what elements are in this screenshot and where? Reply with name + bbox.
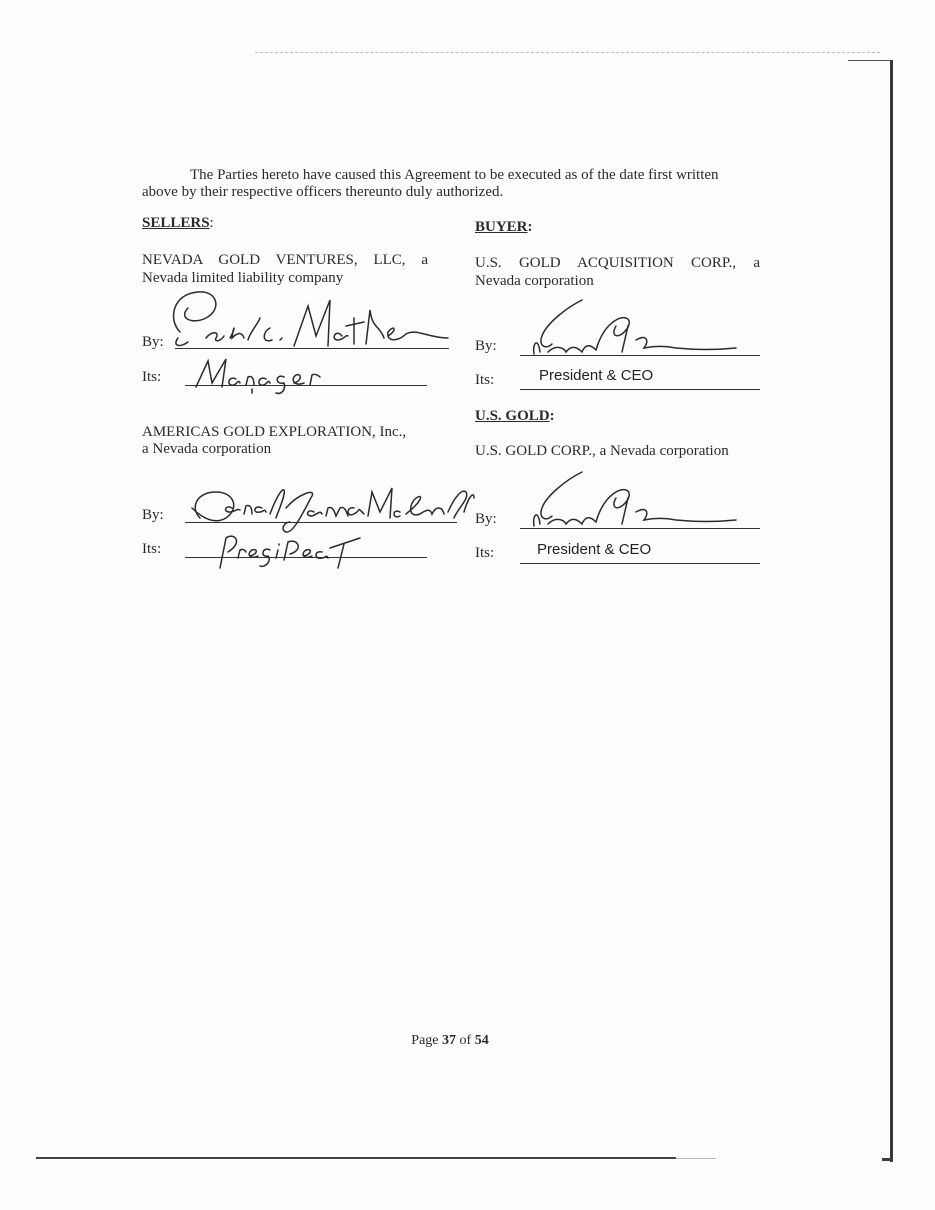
page-total: 54 — [474, 1033, 489, 1048]
buyer-name-line1: U.S. GOLD ACQUISITION CORP., a — [475, 255, 760, 271]
intro-line-1: The Parties hereto have caused this Agreement to be executed as of the date first written — [190, 167, 719, 183]
scan-artifact-right-edge — [890, 60, 893, 1162]
seller1-title-handwritten — [192, 355, 352, 395]
buyer-its-label: Its: — [475, 372, 495, 388]
us-gold-by-label: By: — [475, 511, 497, 527]
seller1-signature — [158, 288, 458, 354]
seller1-its-label: Its: — [142, 369, 162, 385]
buyer-heading-text: BUYER — [475, 219, 528, 235]
intro-line-2: above by their respective officers thereunto duly authorized. — [142, 184, 504, 200]
us-gold-title: President & CEO — [537, 541, 652, 558]
sellers-heading — [142, 215, 214, 232]
seller2-name-line1: AMERICAS GOLD EXPLORATION, Inc., — [142, 424, 407, 440]
buyer-by-label: By: — [475, 338, 497, 354]
scan-artifact-bottom-faint — [676, 1158, 716, 1159]
sellers-heading-colon: : — [209, 215, 214, 231]
buyer-title: President & CEO — [539, 367, 654, 384]
page-of: of — [456, 1033, 475, 1048]
scan-artifact-bottom-edge — [36, 1157, 676, 1159]
seller2-its-label: Its: — [142, 541, 162, 557]
page-prefix: Page — [411, 1033, 443, 1048]
seller2-by-label: By: — [142, 507, 164, 523]
us-gold-title-line — [520, 563, 760, 564]
seller1-by-label: By: — [142, 334, 164, 350]
page-number — [0, 1033, 900, 1049]
us-gold-heading — [475, 408, 555, 425]
seller1-name-line2: Nevada limited liability company — [142, 270, 344, 286]
page-current: 37 — [442, 1033, 457, 1048]
us-gold-heading-colon: : — [549, 408, 555, 424]
scan-artifact-top — [255, 52, 880, 57]
buyer-name-line2: Nevada corporation — [475, 273, 594, 289]
buyer-heading-colon: : — [527, 219, 533, 235]
buyer-title-line — [520, 389, 760, 390]
us-gold-its-label: Its: — [475, 545, 495, 561]
seller2-name-line2: a Nevada corporation — [142, 441, 272, 457]
us-gold-heading-text: U.S. GOLD — [475, 408, 550, 424]
buyer-heading — [475, 219, 533, 236]
intro-paragraph — [142, 167, 752, 201]
scan-artifact-right-tick — [882, 1158, 892, 1161]
scan-artifact-top-right — [848, 60, 890, 61]
buyer-signature — [526, 296, 746, 358]
us-gold-name-line1: U.S. GOLD CORP., a Nevada corporation — [475, 443, 729, 459]
seller1-name-line1: NEVADA GOLD VENTURES, LLC, a — [142, 252, 428, 268]
us-gold-signature — [526, 468, 746, 530]
sellers-heading-text: SELLERS — [142, 215, 210, 231]
seller2-title-handwritten — [210, 528, 370, 572]
